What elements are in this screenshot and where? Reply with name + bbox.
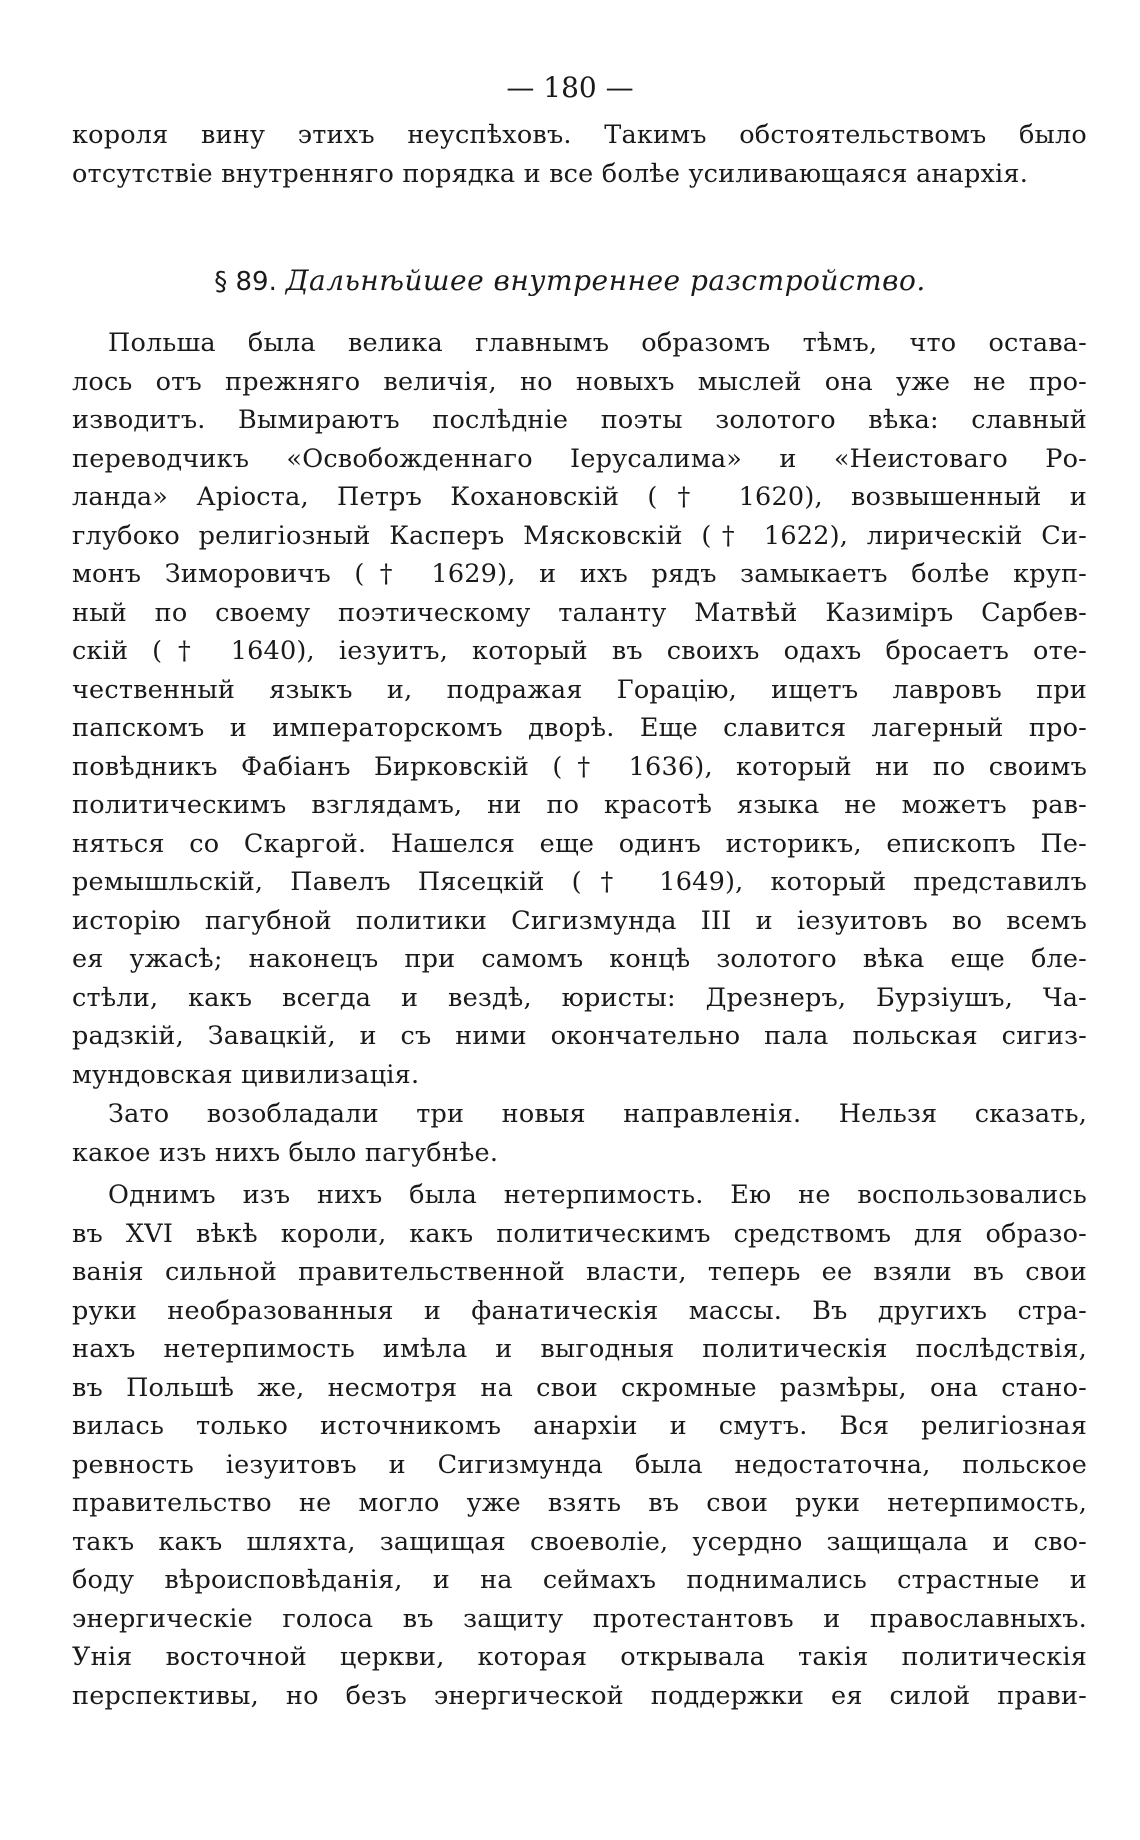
page-number: — 180 — [506, 71, 634, 104]
text-line: переводчикъ «Освобожденнаго Іерусалима» и «Неистоваго Ро- [72, 443, 1087, 474]
text-line: повѣдникъ Фабіанъ Бирковскій († 1636), который ни по своимъ [72, 751, 1087, 782]
text-line: мундовская цивилизація. [72, 1059, 420, 1090]
text-line: ный по своему поэтическому таланту Матвѣй Казиміръ Сарбев- [72, 597, 1087, 628]
section-number: § 89. [214, 267, 277, 297]
text-line: въ Польшѣ же, несмотря на свои скромные размѣры, она стано- [72, 1372, 1087, 1403]
text-line: Однимъ изъ нихъ была нетерпимость. Ею не воспользовались [108, 1180, 1087, 1210]
text-line: ревность іезуитовъ и Сигизмунда была недостаточна, польское [72, 1449, 1087, 1480]
text-line: какое изъ нихъ было пагубнѣе. [72, 1137, 499, 1168]
text-line: няться со Скаргой. Нашелся еще одинъ историкъ, епископъ Пе- [72, 828, 1087, 859]
text-line: руки необразованныя и фанатическія массы. Въ другихъ стра- [72, 1295, 1087, 1326]
text-line: боду вѣроисповѣданія, и на сеймахъ поднимались страстные и [72, 1565, 1087, 1595]
text-line: нахъ нетерпимость имѣла и выгодныя политическія послѣдствія, [72, 1334, 1087, 1364]
intro-text [72, 116, 1087, 193]
section-heading [0, 264, 1140, 297]
text-line: политическимъ взглядамъ, ни по красотѣ языка не можетъ рав- [72, 790, 1087, 820]
text-line: правительство не могло уже взять въ свои руки нетерпимость, [72, 1488, 1087, 1518]
text-line: монъ Зиморовичъ († 1629), и ихъ рядъ замыкаетъ болѣе круп- [72, 559, 1087, 589]
text-line: отсутствіе внутренняго порядка и все болѣе усиливающаяся анархія. [72, 158, 1029, 189]
text-line: стѣли, какъ всегда и вездѣ, юристы: Дрезнеръ, Бурзіушъ, Ча- [72, 982, 1087, 1013]
text-line: вилась только источникомъ анархіи и смутъ. Вся религіозная [72, 1411, 1087, 1441]
text-line: лось отъ прежняго величія, но новыхъ мыслей она уже не про- [72, 366, 1087, 397]
text-line: ланда» Аріоста, Петръ Кохановскій († 1620), возвышенный и [72, 482, 1087, 512]
text-line: ванія сильной правительственной власти, теперь ее взяли въ свои [72, 1257, 1087, 1287]
text-line: исторію пагубной политики Сигизмунда III и іезуитовъ во всемъ [72, 905, 1087, 936]
text-line: папскомъ и императорскомъ дворѣ. Еще славится лагерный про- [72, 713, 1087, 743]
text-line: изводитъ. Вымираютъ послѣдніе поэты золотого вѣка: славный [72, 405, 1087, 435]
text-line: такъ какъ шляхта, защищая своеволіе, усердно защищала и сво- [72, 1526, 1087, 1557]
paragraph-2 [72, 1095, 1087, 1172]
paragraph-3 [72, 1176, 1087, 1715]
text-line: Польша была велика главнымъ образомъ тѣмъ, что остава- [108, 328, 1087, 358]
text-line: короля вину этихъ неуспѣховъ. Такимъ обстоятельствомъ было [72, 120, 1087, 150]
section-title: Дальнѣйшее внутреннее разстройство. [285, 264, 926, 297]
text-line: скій († 1640), іезуитъ, который въ своихъ одахъ бросаетъ оте- [72, 636, 1087, 666]
text-line: перспективы, но безъ энергической поддержки ея силой прави- [72, 1680, 1087, 1711]
paragraph-1 [72, 324, 1087, 1094]
text-line: глубоко религіозный Касперъ Мясковскій († 1622), лирическій Си- [72, 520, 1087, 551]
text-line: Зато возобладали три новыя направленія. Нельзя сказать, [108, 1099, 1087, 1129]
text-line: ея ужасѣ; наконецъ при самомъ концѣ золотого вѣка еще бле- [72, 944, 1087, 974]
text-line: въ XVI вѣкѣ короли, какъ политическимъ средствомъ для образо- [72, 1218, 1087, 1249]
text-line: ремышльскій, Павелъ Пясецкій († 1649), который представилъ [72, 867, 1087, 897]
text-line: энергическіе голоса въ защиту протестантовъ и православныхъ. [72, 1603, 1087, 1634]
text-line: Унія восточной церкви, которая открывала такія политическія [72, 1642, 1087, 1672]
text-line: радзкій, Завацкій, и съ ними окончательно пала польская сигиз- [72, 1021, 1087, 1051]
text-line: чественный языкъ и, подражая Горацію, ищетъ лавровъ при [72, 674, 1087, 705]
